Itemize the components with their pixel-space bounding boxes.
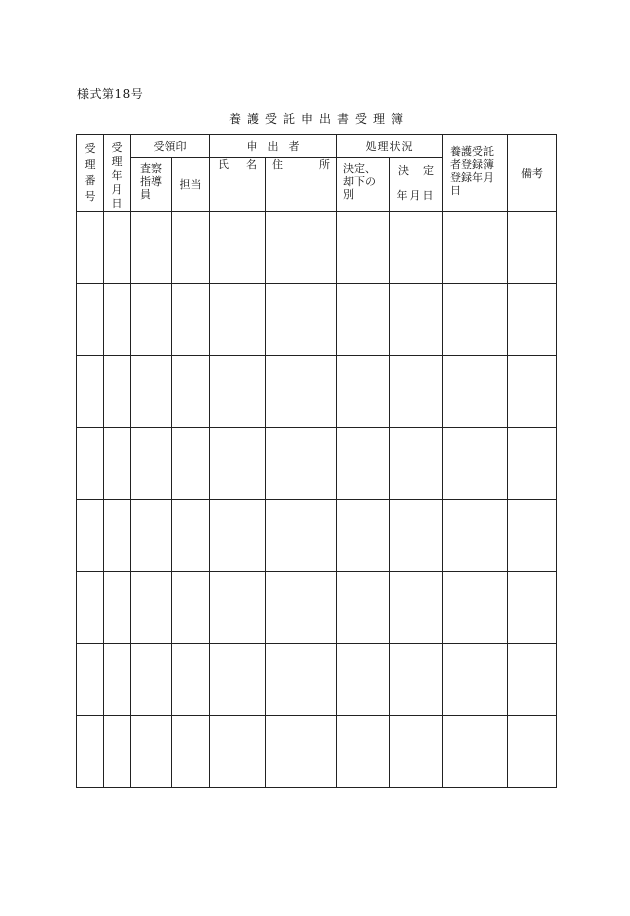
cell-registration-date <box>443 284 508 356</box>
header-processing-group <box>337 135 443 158</box>
header-decision-date-line2: 年月日 <box>396 189 436 203</box>
cell-inspector-seal <box>131 572 172 644</box>
document-title: 養護受託申出書受理簿 <box>228 112 409 126</box>
cell-decision-date <box>390 428 443 500</box>
cell-decision-date <box>390 284 443 356</box>
cell-decision-date <box>390 500 443 572</box>
cell-decision-date <box>390 716 443 788</box>
header-receipt-no-label: 受理番号 <box>84 142 96 203</box>
header-processing-group-label: 処理状況 <box>365 139 414 153</box>
cell-receipt-no <box>77 500 104 572</box>
cell-address <box>266 284 337 356</box>
header-receipt-date <box>104 135 131 212</box>
cell-in-charge-seal <box>172 284 210 356</box>
cell-name <box>210 212 266 284</box>
header-receipt-no <box>77 135 104 212</box>
cell-decision-date <box>390 356 443 428</box>
header-name-char-2: 名 <box>246 158 257 172</box>
table-row <box>77 644 557 716</box>
cell-receipt-no <box>77 212 104 284</box>
cell-address <box>266 356 337 428</box>
cell-decision-type <box>337 212 390 284</box>
table-header <box>77 135 557 212</box>
cell-decision-type <box>337 284 390 356</box>
header-decision-date-line1 <box>396 164 436 177</box>
cell-in-charge-seal <box>172 500 210 572</box>
cell-inspector-seal <box>131 644 172 716</box>
header-address-label <box>266 158 336 171</box>
header-decision-type <box>337 158 390 212</box>
cell-remarks <box>508 428 557 500</box>
table-body <box>77 212 557 788</box>
header-receipt-date-label: 受理年月日 <box>111 141 123 210</box>
header-in-charge-label: 担当 <box>179 178 202 192</box>
cell-registration-date <box>443 428 508 500</box>
cell-address <box>266 500 337 572</box>
cell-inspector-seal <box>131 284 172 356</box>
table-row <box>77 212 557 284</box>
cell-remarks <box>508 716 557 788</box>
cell-receipt-no <box>77 644 104 716</box>
cell-name <box>210 572 266 644</box>
cell-inspector-seal <box>131 212 172 284</box>
cell-registration-date <box>443 356 508 428</box>
cell-in-charge-seal <box>172 644 210 716</box>
cell-receipt-date <box>104 644 131 716</box>
cell-receipt-date <box>104 428 131 500</box>
cell-name <box>210 284 266 356</box>
table-row <box>77 428 557 500</box>
cell-remarks <box>508 356 557 428</box>
table-row <box>77 572 557 644</box>
header-remarks-label: 備考 <box>521 166 543 180</box>
cell-registration-date <box>443 500 508 572</box>
header-decision-date-char-1: 決 <box>398 164 409 178</box>
form-number: 様式第18号 <box>77 87 144 101</box>
table-row <box>77 716 557 788</box>
cell-decision-type <box>337 428 390 500</box>
cell-in-charge-seal <box>172 356 210 428</box>
cell-decision-type <box>337 500 390 572</box>
header-inspector <box>131 158 172 212</box>
header-registration-date <box>443 135 508 212</box>
header-decision-type-label: 決定、却下の別 <box>343 162 376 202</box>
cell-registration-date <box>443 716 508 788</box>
header-seal-group <box>131 135 210 158</box>
header-address-char-1: 住 <box>272 158 283 172</box>
cell-receipt-date <box>104 284 131 356</box>
cell-receipt-no <box>77 716 104 788</box>
header-name <box>210 158 266 212</box>
cell-receipt-no <box>77 428 104 500</box>
header-decision-date-label <box>390 158 442 202</box>
cell-remarks <box>508 644 557 716</box>
cell-decision-type <box>337 716 390 788</box>
cell-decision-date <box>390 644 443 716</box>
table-row <box>77 284 557 356</box>
cell-in-charge-seal <box>172 428 210 500</box>
header-address-char-2: 所 <box>319 158 330 172</box>
cell-remarks <box>508 572 557 644</box>
cell-decision-type <box>337 644 390 716</box>
header-seal-group-label: 受領印 <box>153 139 187 153</box>
cell-name <box>210 500 266 572</box>
cell-inspector-seal <box>131 716 172 788</box>
cell-inspector-seal <box>131 356 172 428</box>
table-row <box>77 500 557 572</box>
receipt-register-table <box>76 134 557 788</box>
header-inspector-label: 査察指導員 <box>140 162 162 202</box>
cell-decision-type <box>337 572 390 644</box>
cell-in-charge-seal <box>172 212 210 284</box>
header-remarks <box>508 135 557 212</box>
cell-receipt-date <box>104 212 131 284</box>
cell-receipt-date <box>104 572 131 644</box>
cell-name <box>210 356 266 428</box>
cell-registration-date <box>443 212 508 284</box>
cell-address <box>266 716 337 788</box>
cell-name <box>210 428 266 500</box>
cell-receipt-date <box>104 716 131 788</box>
cell-remarks <box>508 500 557 572</box>
header-address <box>266 158 337 212</box>
cell-remarks <box>508 212 557 284</box>
header-name-label <box>210 158 265 171</box>
cell-in-charge-seal <box>172 572 210 644</box>
header-applicant-group <box>210 135 337 158</box>
cell-inspector-seal <box>131 500 172 572</box>
cell-remarks <box>508 284 557 356</box>
cell-receipt-date <box>104 356 131 428</box>
header-name-char-1: 氏 <box>218 158 229 172</box>
cell-address <box>266 644 337 716</box>
header-registration-date-label: 養護受託者登録簿登録年月日 <box>450 145 494 197</box>
cell-receipt-no <box>77 572 104 644</box>
cell-address <box>266 428 337 500</box>
cell-decision-date <box>390 212 443 284</box>
header-decision-date-char-2: 定 <box>423 164 434 178</box>
cell-receipt-date <box>104 500 131 572</box>
cell-receipt-no <box>77 284 104 356</box>
cell-name <box>210 644 266 716</box>
cell-registration-date <box>443 644 508 716</box>
cell-in-charge-seal <box>172 716 210 788</box>
header-applicant-group-label: 申出者 <box>246 139 310 153</box>
table-row <box>77 356 557 428</box>
cell-decision-type <box>337 356 390 428</box>
cell-address <box>266 572 337 644</box>
cell-decision-date <box>390 572 443 644</box>
cell-address <box>266 212 337 284</box>
header-decision-date <box>390 158 443 212</box>
cell-name <box>210 716 266 788</box>
cell-inspector-seal <box>131 428 172 500</box>
cell-registration-date <box>443 572 508 644</box>
cell-receipt-no <box>77 356 104 428</box>
header-in-charge <box>172 158 210 212</box>
